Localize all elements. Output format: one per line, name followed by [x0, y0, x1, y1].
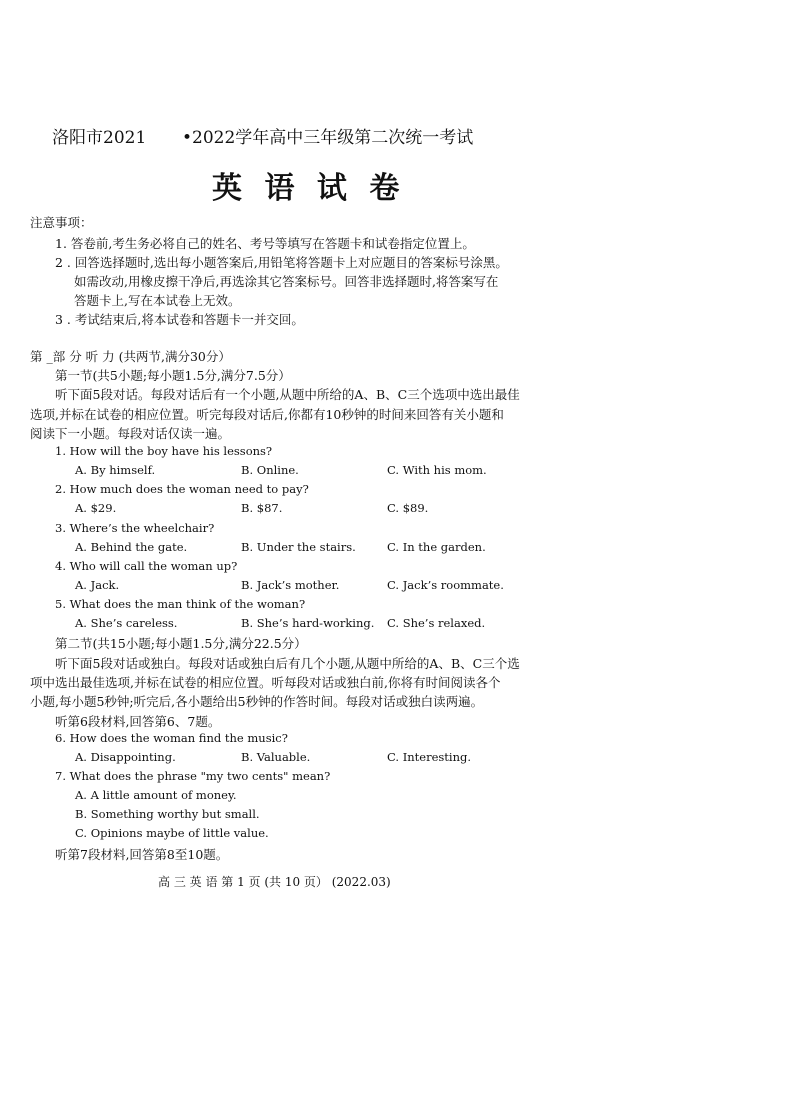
q5-option-c: C. She’s relaxed.	[387, 616, 486, 630]
question-6: 6. How does the woman find the music?	[55, 731, 288, 745]
q6-option-b: B. Valuable.	[241, 750, 311, 764]
q5-option-b: B. She’s hard-working.	[241, 616, 375, 630]
q1-option-b: B. Online.	[241, 463, 299, 477]
note-item-1: 1. 答卷前,考生务必将自己的姓名、考号等填写在答题卡和试卷指定位置上。	[55, 236, 475, 251]
exam-title	[52, 123, 474, 148]
note-item-3: 3 . 考试结束后,将本试卷和答题卡一并交回。	[55, 312, 304, 327]
note-item-2-cont: 如需改动,用橡皮擦干净后,再选涂其它答案标号。回答非选择题时,将答案写在	[74, 274, 499, 289]
question-5: 5. What does the man think of the woman?	[55, 597, 306, 611]
section2-instruction-3: 小题,每小题5秒钟;听完后,各小题给出5秒钟的作答时间。每段对话或独白读两遍。	[30, 694, 484, 709]
section1-instruction-3: 阅读下一小题。每段对话仅读一遍。	[30, 426, 231, 441]
question-7: 7. What does the phrase "my two cents" mean?	[55, 769, 331, 783]
q1-option-a: A. By himself.	[75, 463, 156, 477]
section2-instruction-2: 项中选出最佳选项,并标在试卷的相应位置。听每段对话或独白前,你将有时间阅读各个	[30, 675, 501, 690]
q6-option-a: A. Disappointing.	[75, 750, 176, 764]
material-7-note: 听第7段材料,回答第8至10题。	[55, 847, 229, 862]
q4-option-b: B. Jack’s mother.	[241, 578, 340, 592]
q2-option-a: A. $29.	[75, 501, 117, 515]
exam-title-right: •2022学年高中三年级第二次统一考试	[182, 128, 474, 148]
section1-heading: 第一节(共5小题;每小题1.5分,满分7.5分）	[55, 368, 291, 383]
question-1: 1. How will the boy have his lessons?	[55, 444, 273, 458]
question-4: 4. Who will call the woman up?	[55, 559, 238, 573]
note-item-2-cont2: 答题卡上,写在本试卷上无效。	[74, 293, 241, 308]
q3-option-c: C. In the garden.	[387, 540, 486, 554]
section1-instruction-2: 选项,并标在试卷的相应位置。听完每段对话后,你都有10秒钟的时间来回答有关小题和	[30, 407, 504, 422]
q1-option-c: C. With his mom.	[387, 463, 487, 477]
material-6-note: 听第6段材料,回答第6、7题。	[55, 714, 221, 729]
section2-instruction-1: 听下面5段对话或独白。每段对话或独白后有几个小题,从题中所给的A、B、C三个选	[55, 656, 520, 671]
section2-heading: 第二节(共15小题;每小题1.5分,满分22.5分）	[55, 636, 307, 651]
q7-option-c: C. Opinions maybe of little value.	[75, 826, 269, 840]
q6-option-c: C. Interesting.	[387, 750, 472, 764]
exam-subject: 英 语 试 卷	[212, 171, 406, 206]
section1-instruction-1: 听下面5段对话。每段对话后有一个小题,从题中所给的A、B、C三个选项中选出最佳	[55, 387, 520, 402]
q4-option-a: A. Jack.	[75, 578, 120, 592]
note-item-2: 2 . 回答选择题时,选出每小题答案后,用铅笔将答题卡上对应题目的答案标号涂黑。	[55, 255, 508, 270]
page-footer: 高 三 英 语 第 1 页 (共 10 页） (2022.03)	[158, 875, 391, 889]
exam-title-left: 洛阳市2021	[52, 128, 147, 148]
part1-heading: 第 _部 分 听 力 (共两节,满分30分）	[30, 349, 231, 364]
q4-option-c: C. Jack’s roommate.	[387, 578, 504, 592]
q7-option-a: A. A little amount of money.	[75, 788, 237, 802]
question-2: 2. How much does the woman need to pay?	[55, 482, 309, 496]
q2-option-b: B. $87.	[241, 501, 283, 515]
q3-option-a: A. Behind the gate.	[75, 540, 188, 554]
q2-option-c: C. $89.	[387, 501, 429, 515]
q7-option-b: B. Something worthy but small.	[75, 807, 260, 821]
q5-option-a: A. She’s careless.	[75, 616, 178, 630]
q3-option-b: B. Under the stairs.	[241, 540, 356, 554]
question-3: 3. Where’s the wheelchair?	[55, 521, 215, 535]
notes-heading: 注意事项：	[30, 215, 93, 230]
